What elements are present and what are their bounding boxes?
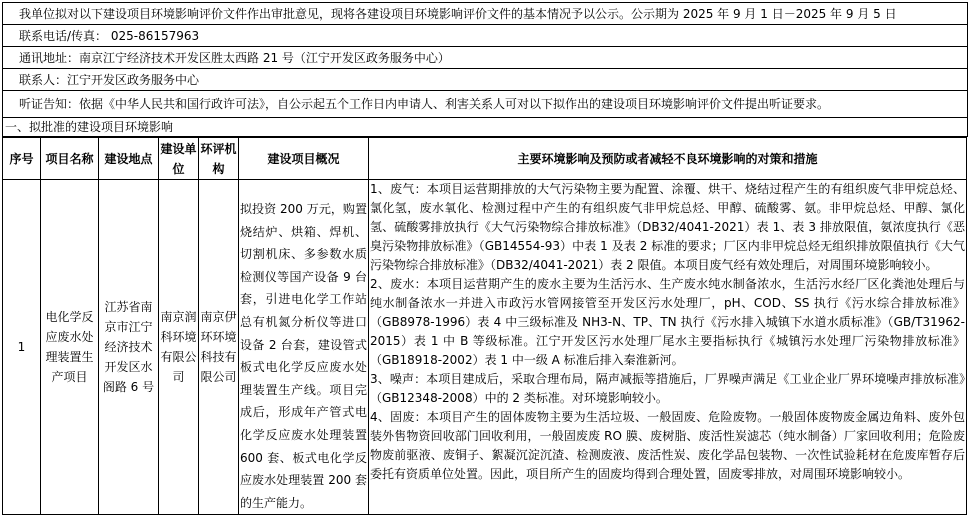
header-agency: 环评机构 — [199, 138, 239, 180]
row-project-name: 电化学反应废水处理装置生产项目 — [41, 180, 99, 515]
row-builder: 南京润科环境有限公司 — [159, 180, 199, 515]
phone-fax: 联系电话/传真： 025-86157963 — [2, 24, 968, 46]
measure-exhaust-gas: 1、废气：本项目运营期排放的大气污染物主要为配置、涂覆、烘干、烧结过程产生的有组织废气非甲烷总烃、氯化氢，废水氧化、检测过程中产生的有组织废气非甲烷总烃、甲醇、硫酸雾、氨。非甲烷总烃、甲醇、氯化氢、硫酸雾排放执行《大气污染物综合排放标准》（DB32/4041-2021）表 1、表 3 排放限值，氨浓度执行《恶臭污染物排放标准》（GB14554-93）中表 1 及表 2 标准的要求；厂区内非甲烷总烃无组织排放限值执行《大气污染物综合排放标准》（DB32/4041-2021）表 2 限值。本项目废气经有效处理后，对周围环境影响较小。 — [370, 182, 965, 272]
row-overview: 拟投资 200 万元，购置烧结炉、烘箱、焊机、切割机床、多参数水质检测仪等国产设备 9 台套，引进电化学工作站总有机氮分析仪等进口设备 2 台套，建设管式板式电化学反应废水处理装置生产线。项目完成后，形成年产管式电化学反应废水处理装置 600 套、板式电化学反应废水处理装置 200 套的生产能力。 — [239, 180, 369, 515]
project-table — [2, 137, 967, 515]
notice-document — [2, 2, 970, 512]
header-builder: 建设单位 — [159, 138, 199, 180]
contact-person: 联系人：江宁开发区政务服务中心 — [2, 68, 968, 90]
measure-noise: 3、噪声：本项目建成后，采取合理布局，隔声减振等措施后，厂界噪声满足《工业企业厂界环境噪声排放标准》（GB12348-2008）中的 2 类标准。对环境影响较小。 — [370, 372, 965, 405]
measure-solid-waste: 4、固废：本项目产生的固体废物主要为生活垃圾、一般固废、危险废物。一般固体废物废金属边角料、废外包装外售物资回收部门回收利用，一般固废废 RO 膜、废树脂、废活性炭滤芯（纯水制备）厂家回收利用；危险废物废前驱液、废铜子、絮凝沉淀沉渣、检测废液、废活性炭、废化学品包装物、一次性试验耗材在危废库暂存后委托有资质单位处置。因此，项目所产生的固废均得到合理处置，固废零排放，对周围环境影响较小。 — [370, 410, 965, 481]
hearing-notice: 听证告知：依据《中华人民共和国行政许可法》，自公示起五个工作日内申请人、利害关系人可对以下拟作出的建设项目环境影响评价文件提出听证要求。 — [2, 90, 968, 117]
row-measures — [369, 180, 967, 515]
row-agency: 南京伊环环境科技有限公司 — [199, 180, 239, 515]
row-location: 江苏省南京市江宁经济技术开发区水阁路 6 号 — [99, 180, 159, 515]
row-no: 1 — [3, 180, 41, 515]
header-project-name: 项目名称 — [41, 138, 99, 180]
table-header-row — [3, 138, 967, 180]
mailing-address: 通讯地址：南京江宁经济技术开发区胜太西路 21 号（江宁开发区政务服务中心） — [2, 46, 968, 68]
notice-text: 我单位拟对以下建设项目环境影响评价文件作出审批意见，现将各建设项目环境影响评价文件的基本情况予以公示。公示期为 2025 年 9 月 1 日－2025 年 9 月 5 日 — [2, 2, 968, 24]
section-title: 一、拟批准的建设项目环境影响 — [2, 117, 968, 137]
table-row — [3, 180, 967, 515]
header-no: 序号 — [3, 138, 41, 180]
header-location: 建设地点 — [99, 138, 159, 180]
header-overview: 建设项目概况 — [239, 138, 369, 180]
header-measures: 主要环境影响及预防或者减轻不良环境影响的对策和措施 — [369, 138, 967, 180]
measure-wastewater: 2、废水：本项目运营期产生的废水主要为生活污水、生产废水纯水制备浓水，生活污水经厂区化粪池处理后与纯水制备浓水一并进入市政污水管网接管至开发区污水处理厂，pH、COD、SS 执行《污水综合排放标准》（GB8978-1996）表 4 中三级标准及 NH3-N、TP、TN 执行《污水排入城镇下水道水质标准》（GB/T31962-2015）表 1 中 B 等级标准。江宁开发区污水处理厂尾水主要指标执行《城镇污水处理厂污染物排放标准》（GB18918-2002）表 1 中一级 A 标准后排入秦淮新河。 — [370, 277, 965, 367]
